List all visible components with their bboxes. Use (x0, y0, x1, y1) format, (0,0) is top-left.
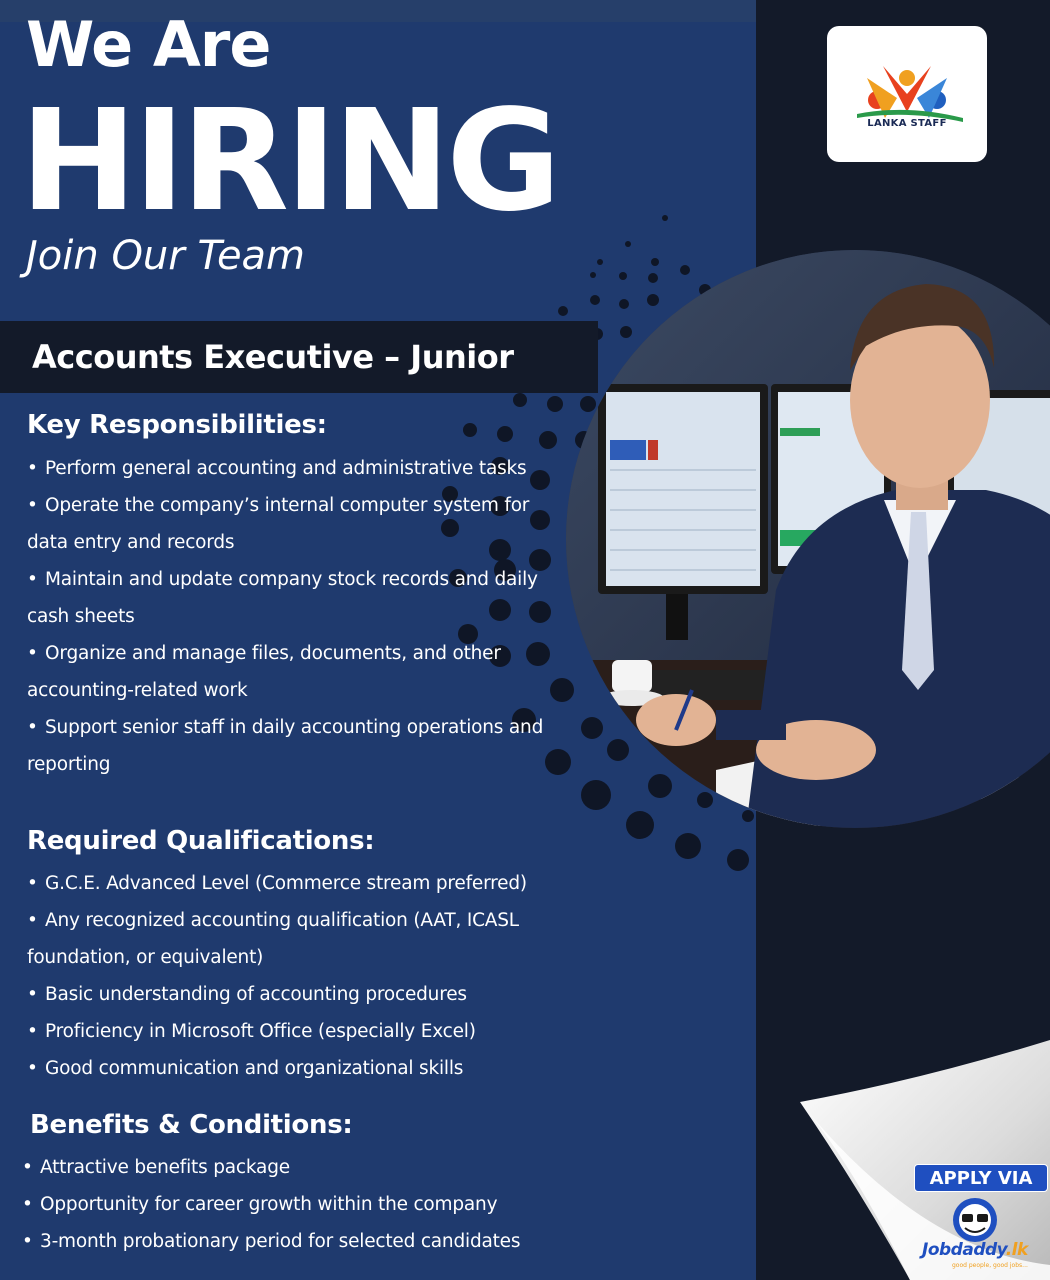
list-item: • Operate the company’s internal computer system for data entry and records (27, 495, 530, 553)
list-item: • Organize and manage files, documents, and other accounting-related work (27, 643, 501, 701)
list-item: • Attractive benefits package (22, 1157, 290, 1178)
job-title: Accounts Executive – Junior (32, 338, 514, 376)
headline-hiring: HIRING (20, 80, 558, 243)
list-item: • G.C.E. Advanced Level (Commerce stream preferred) (27, 873, 527, 894)
list-item: • 3-month probationary period for selected candidates (22, 1231, 521, 1252)
benefits-title: Benefits & Conditions: (30, 1110, 353, 1140)
jobdaddy-tagline: good people, good jobs... (952, 1262, 1028, 1269)
qualifications-title: Required Qualifications: (27, 826, 375, 856)
responsibilities-title: Key Responsibilities: (27, 410, 327, 440)
list-item: • Maintain and update company stock records and daily cash sheets (27, 569, 538, 627)
list-item: • Opportunity for career growth within the company (22, 1194, 498, 1215)
company-logo-text: LANKA STAFF (867, 118, 947, 129)
list-item: • Basic understanding of accounting procedures (27, 984, 467, 1005)
tagline: Join Our Team (26, 233, 306, 279)
list-item: • Any recognized accounting qualification (AAT, ICASL foundation, or equivalent) (27, 910, 519, 968)
job-title-bar (0, 321, 598, 393)
people-figures-icon (827, 26, 987, 162)
jobdaddy-logo-icon (918, 1196, 1038, 1246)
list-item: • Good communication and organizational skills (27, 1058, 464, 1079)
list-item: • Support senior staff in daily accounting operations and reporting (27, 717, 544, 775)
benefits-list (22, 1149, 622, 1260)
company-logo (827, 26, 987, 162)
apply-via-badge: APPLY VIA (914, 1164, 1048, 1192)
headline-we-are: We Are (26, 8, 271, 81)
list-item: • Perform general accounting and administrative tasks (27, 458, 527, 479)
jobdaddy-wordmark: Jobdaddy.lk (922, 1240, 1028, 1260)
list-item: • Proficiency in Microsoft Office (especially Excel) (27, 1021, 476, 1042)
responsibilities-list (27, 450, 557, 783)
qualifications-list (27, 865, 587, 1087)
